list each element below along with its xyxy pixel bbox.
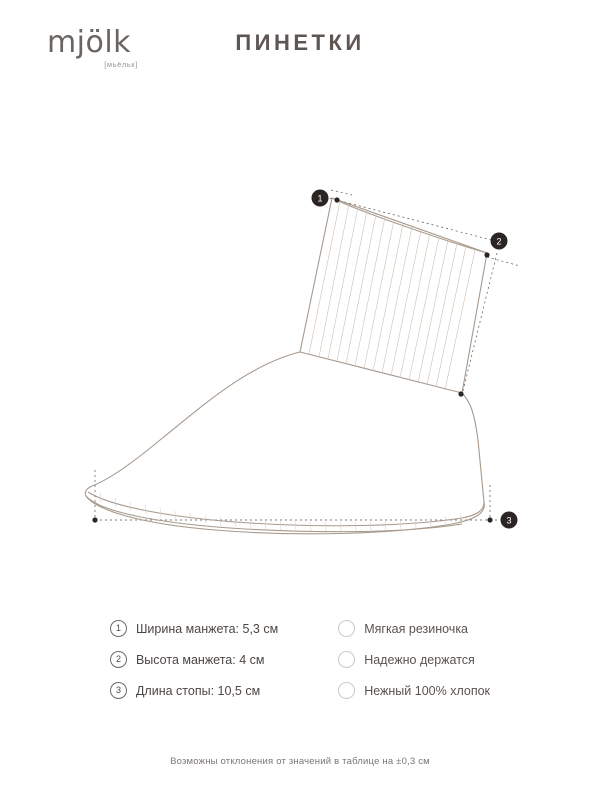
list-item	[338, 620, 490, 637]
brand-logo-word: mjölk	[46, 25, 132, 60]
bootie-diagram	[0, 140, 600, 570]
page-title: ПИНЕТКИ	[235, 30, 365, 55]
list-item	[338, 682, 490, 699]
cuff-ribbing	[309, 201, 475, 390]
bullet-circle-icon	[338, 620, 355, 637]
list-item	[110, 651, 278, 668]
measurement-badge-2: 2	[110, 651, 127, 668]
feature-label-1: Мягкая резиночка	[364, 621, 469, 636]
measurement-badge-1: 1	[110, 620, 127, 637]
feature-label-3: Нежный 100% хлопок	[364, 683, 491, 698]
feature-label-2: Надежно держатся	[364, 652, 475, 667]
features-list	[338, 620, 490, 699]
list-item	[110, 620, 278, 637]
list-item	[110, 682, 278, 699]
bullet-circle-icon	[338, 682, 355, 699]
dimension-lines	[95, 190, 520, 524]
specs-section	[0, 620, 600, 699]
page-header	[0, 0, 600, 92]
svg-text:1: 1	[317, 193, 323, 204]
diagram-marker-3	[501, 512, 518, 529]
measurement-label-3: Длина стопы: 10,5 см	[135, 683, 261, 698]
svg-text:2: 2	[496, 236, 502, 247]
diagram-marker-2	[491, 233, 508, 250]
svg-text:3: 3	[506, 515, 512, 526]
measurement-label-2: Высота манжета: 4 см	[135, 652, 265, 667]
list-item	[338, 651, 490, 668]
measurement-badge-3: 3	[110, 682, 127, 699]
brand-logo-transcription: [мьёльк]	[104, 60, 138, 69]
measurement-label-1: Ширина манжета: 5,3 см	[135, 621, 279, 636]
diagram-marker-1	[312, 190, 329, 207]
footer-note: Возможны отклонения от значений в таблице на ±0,3 см	[170, 756, 430, 767]
measurements-list	[110, 620, 278, 699]
bullet-circle-icon	[338, 651, 355, 668]
